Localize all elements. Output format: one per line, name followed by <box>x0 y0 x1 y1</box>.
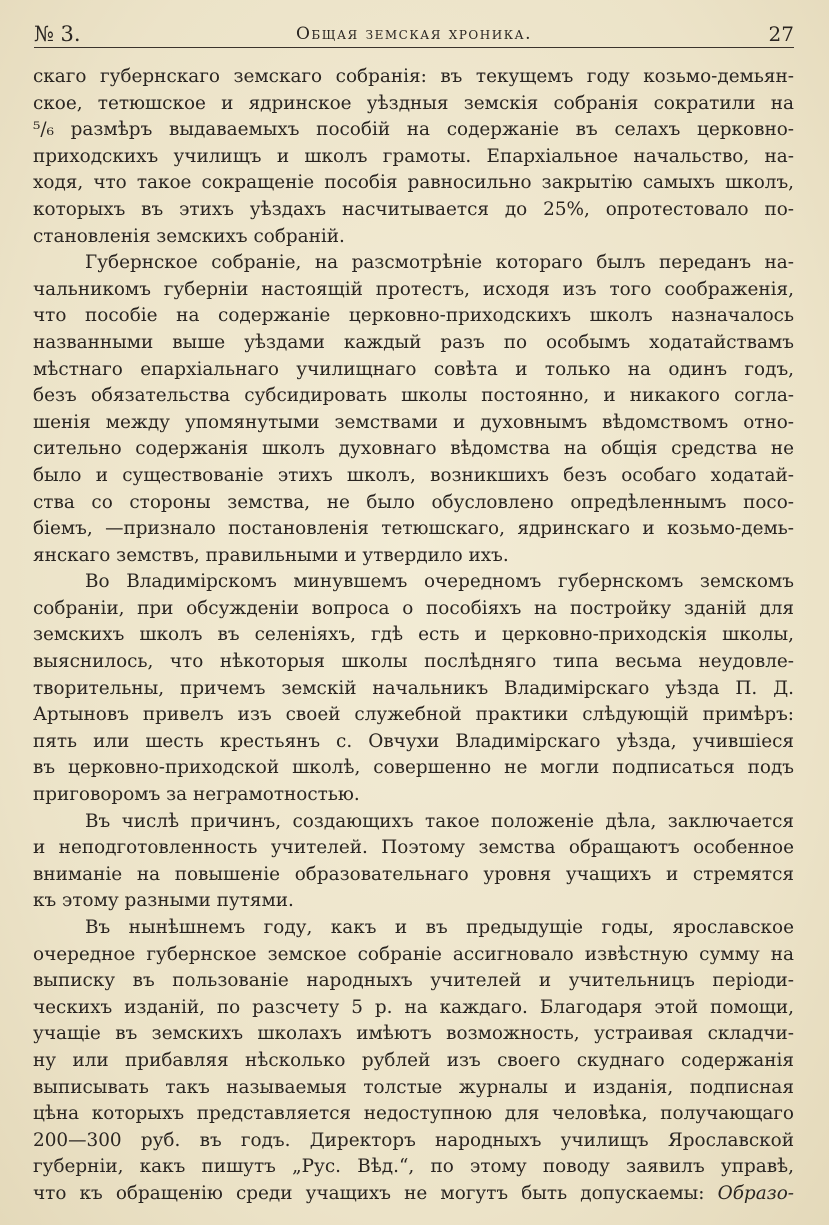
section-title: Общая земская хроника. <box>296 24 532 44</box>
text-line: Губернское собраніе, на разсмотрѣніе котораго былъ переданъ на- <box>85 252 794 274</box>
text-line-with-italic-tail <box>33 1181 794 1208</box>
text-line: названными выше уѣздами каждый разъ по особымъ ходатайствамъ <box>33 331 794 353</box>
text-line: собраніи, при обсужденіи вопроса о пособіяхъ на постройку зданій для <box>33 597 794 619</box>
text-line: ходя, что такое сокращеніе пособія равносильно закрытію самыхъ школъ, <box>33 172 794 194</box>
article-body <box>33 64 794 1208</box>
text-line: что пособіе на содержаніе церковно-приходскихъ школъ назначалось <box>33 305 794 327</box>
text-line: выяснилось, что нѣкоторыя школы послѣдняго типа весьма неудовле- <box>33 651 794 673</box>
text-line: вниманіе на повышеніе образовательнаго уровня учащихъ и стремятся <box>33 863 794 885</box>
text-line: Во Владимірскомъ минувшемъ очередномъ губернскомъ земскомъ <box>85 571 794 593</box>
text-line: шенія между упомянутыми земствами и духовнымъ вѣдомствомъ отно- <box>33 411 794 433</box>
text-line: біемъ, —признало постановленія тетюшскаго, ядринскаго и козьмо-демь- <box>33 518 794 540</box>
text-line: губерніи, какъ пишутъ „Рус. Вѣд.“, по этому поводу заявилъ управѣ, <box>33 1156 794 1178</box>
paragraph <box>33 64 794 250</box>
paragraph <box>33 915 794 1208</box>
text-line: земскихъ школъ въ селеніяхъ, гдѣ есть и церковно-приходскія школы, <box>33 624 794 646</box>
text-line: безъ обязательства субсидировать школы постоянно, и никакого согла- <box>33 385 794 407</box>
text-line: пять или шесть крестьянъ с. Овчухи Владимірскаго уѣзда, учившіеся <box>33 730 794 752</box>
text-line: и неподготовленность учителей. Поэтому земства обращаютъ особенное <box>33 837 794 859</box>
text-line: Въ числѣ причинъ, создающихъ такое положеніе дѣла, заключается <box>85 810 794 832</box>
text-line: ну или прибавляя нѣсколько рублей изъ своего скуднаго содержанія <box>33 1049 794 1071</box>
text-line: становленія земскихъ собраній. <box>33 225 345 247</box>
text-line: выписывать такъ называемыя толстые журналы и изданія, подписная <box>33 1076 794 1098</box>
text-line: ческихъ изданій, по разсчету 5 р. на каждаго. Благодаря этой помощи, <box>33 996 794 1018</box>
italic-word: Образо- <box>717 1182 794 1204</box>
header-rule <box>34 47 794 48</box>
text-line: ское, тетюшское и ядринское уѣздныя земскія собранія сократили на <box>33 92 794 114</box>
text-line: сительно содержанія школъ духовнаго вѣдомства на общія средства не <box>33 438 794 460</box>
text-line: выписку въ пользованіе народныхъ учителей и учительницъ періоди- <box>33 970 794 992</box>
text-line: Артыновъ привелъ изъ своей служебной практики слѣдующій примѣръ: <box>33 704 794 726</box>
issue-number: № 3. <box>34 22 81 46</box>
text-line: ства со стороны земства, не было обусловлено опредѣленнымъ посо- <box>33 491 794 513</box>
text-line: учащіе въ земскихъ школахъ имѣютъ возможность, устраивая складчи- <box>33 1023 794 1045</box>
text-line: было и существованіе этихъ школъ, возникшихъ безъ особаго ходатай- <box>33 464 794 486</box>
text-line: къ этому разными путями. <box>33 890 294 912</box>
text-line: Въ нынѣшнемъ году, какъ и въ предыдущіе годы, ярославское <box>85 917 794 938</box>
text-line: 200—300 руб. въ годъ. Директоръ народныхъ училищъ Ярославской <box>33 1129 794 1151</box>
text-line: цѣна которыхъ представляется недоступною для человѣка, получающаго <box>33 1103 794 1125</box>
text-line: ⁵/₆ размѣръ выдаваемыхъ пособій на содержаніе въ селахъ церковно- <box>33 119 794 141</box>
text-line: творительны, причемъ земскій начальникъ Владимірскаго уѣзда П. Д. <box>33 677 794 699</box>
text-line: приходскихъ училищъ и школъ грамоты. Епархіальное начальство, на- <box>33 145 794 167</box>
page-number: 27 <box>768 22 794 46</box>
text-line: приговоромъ за неграмотностью. <box>33 784 360 806</box>
paragraph <box>33 569 794 808</box>
text-line-segment: что къ обращенію среди учащихъ не могутъ быть допускаемы: <box>33 1182 705 1204</box>
text-line: очередное губернское земское собраніе ассигновало извѣстную сумму на <box>33 943 794 965</box>
text-line: янскаго земствъ, правильными и утвердило ихъ. <box>33 544 509 566</box>
text-line: которыхъ въ этихъ уѣздахъ насчитывается до 25%, опротестовало по- <box>33 198 794 220</box>
paragraph <box>33 250 794 569</box>
running-header <box>34 20 794 50</box>
text-line: скаго губернскаго земскаго собранія: въ текущемъ году козьмо-демьян- <box>33 66 794 87</box>
text-line: чальникомъ губерніи настоящій протестъ, исходя изъ того соображенія, <box>33 278 794 300</box>
paragraph <box>33 809 794 915</box>
text-line: мѣстнаго епархіальнаго училищнаго совѣта и только на одинъ годъ, <box>33 358 794 380</box>
text-line: въ церковно-приходской школѣ, совершенно не могли подписаться подъ <box>33 757 794 779</box>
